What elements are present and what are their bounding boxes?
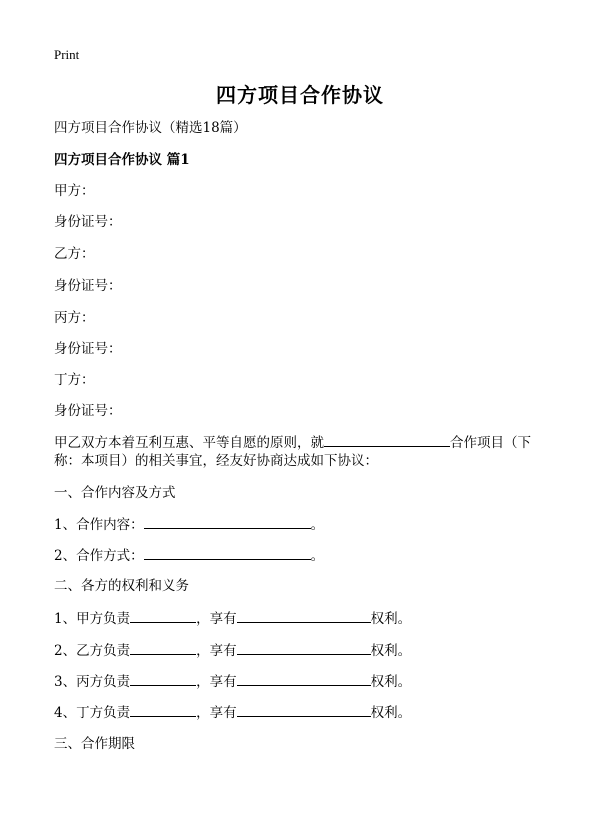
project-name-blank (324, 432, 450, 447)
duty-prefix: 3、丙方负责 (54, 674, 131, 690)
party-c-label: 丙方： (54, 310, 95, 326)
section-2-heading: 二、各方的权利和义务 (54, 578, 189, 594)
duty-item (54, 671, 411, 692)
duty-mid: ，享有 (196, 611, 237, 627)
cooperation-content-label: 1、合作内容： (54, 517, 144, 533)
cooperation-method-item (54, 545, 324, 566)
duty-mid: ，享有 (196, 643, 237, 659)
cooperation-method-blank (144, 545, 311, 560)
duty-prefix: 2、乙方负责 (54, 643, 131, 659)
rights-blank (237, 702, 371, 717)
duty-blank (130, 702, 196, 717)
party-b-label: 乙方： (54, 246, 95, 262)
intro-text-part1: 甲乙双方本着互利互惠、平等自愿的原则，就 (54, 435, 324, 451)
duty-item (54, 702, 411, 723)
intro-paragraph-line2: 称：本项目）的相关事宜，经友好协商达成如下协议： (54, 453, 378, 469)
party-d-id-label: 身份证号： (54, 403, 122, 419)
period-mark: 。 (310, 548, 325, 564)
cooperation-content-item (54, 514, 324, 535)
rights-blank (237, 608, 371, 623)
cooperation-content-blank (144, 514, 311, 529)
duty-item (54, 640, 411, 661)
print-link[interactable]: Print (54, 47, 80, 62)
section-heading: 四方项目合作协议 篇1 (54, 152, 190, 168)
cooperation-method-label: 2、合作方式： (54, 548, 144, 564)
duty-mid: ，享有 (196, 674, 237, 690)
duty-suffix: 权利。 (370, 611, 412, 627)
intro-paragraph-line1 (54, 432, 531, 453)
party-a-label: 甲方： (54, 183, 95, 199)
party-c-id-label: 身份证号： (54, 341, 122, 357)
duty-blank (130, 640, 196, 655)
section-1-heading: 一、合作内容及方式 (54, 485, 176, 501)
section-3-heading: 三、合作期限 (54, 736, 135, 752)
document-title: 四方项目合作协议 (216, 83, 384, 107)
period-mark: 。 (310, 517, 325, 533)
duty-mid: ，享有 (196, 705, 237, 721)
party-d-label: 丁方： (54, 372, 95, 388)
party-a-id-label: 身份证号： (54, 214, 122, 230)
rights-blank (237, 671, 371, 686)
duty-blank (130, 608, 196, 623)
duty-suffix: 权利。 (370, 643, 412, 659)
party-b-id-label: 身份证号： (54, 278, 122, 294)
duty-blank (130, 671, 196, 686)
duty-item (54, 608, 411, 629)
duty-prefix: 4、丁方负责 (54, 705, 131, 721)
rights-blank (237, 640, 371, 655)
document-subtitle: 四方项目合作协议（精选18篇） (54, 120, 247, 136)
intro-text-part2: 合作项目（下 (450, 435, 531, 451)
duty-suffix: 权利。 (370, 705, 412, 721)
duty-suffix: 权利。 (370, 674, 412, 690)
duty-prefix: 1、甲方负责 (54, 611, 131, 627)
